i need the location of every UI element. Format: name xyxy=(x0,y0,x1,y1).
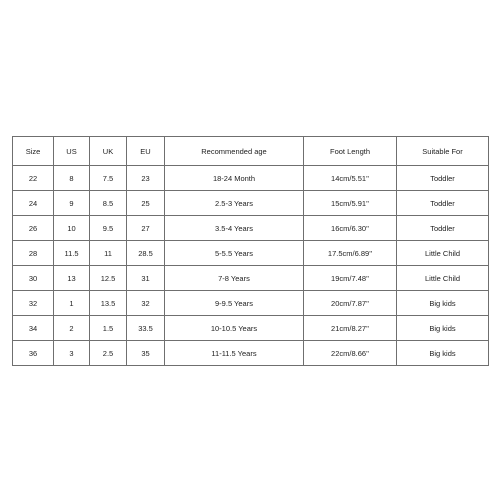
cell-uk: 2.5 xyxy=(90,341,127,366)
cell-recommended-age: 10-10.5 Years xyxy=(165,316,304,341)
cell-recommended-age: 5-5.5 Years xyxy=(165,241,304,266)
cell-eu: 35 xyxy=(127,341,165,366)
cell-uk: 13.5 xyxy=(90,291,127,316)
cell-recommended-age: 7-8 Years xyxy=(165,266,304,291)
table-row xyxy=(13,316,489,341)
cell-us: 11.5 xyxy=(54,241,90,266)
cell-recommended-age: 18-24 Month xyxy=(165,166,304,191)
cell-uk: 7.5 xyxy=(90,166,127,191)
header-recommended-age: Recommended age xyxy=(165,137,304,166)
cell-eu: 28.5 xyxy=(127,241,165,266)
cell-suitable-for: Toddler xyxy=(397,191,489,216)
header-eu: EU xyxy=(127,137,165,166)
cell-foot-length: 22cm/8.66'' xyxy=(304,341,397,366)
cell-foot-length: 15cm/5.91'' xyxy=(304,191,397,216)
cell-foot-length: 14cm/5.51'' xyxy=(304,166,397,191)
cell-size: 34 xyxy=(13,316,54,341)
cell-suitable-for: Big kids xyxy=(397,341,489,366)
cell-uk: 1.5 xyxy=(90,316,127,341)
cell-foot-length: 20cm/7.87'' xyxy=(304,291,397,316)
cell-us: 10 xyxy=(54,216,90,241)
table-row xyxy=(13,191,489,216)
header-suitable-for: Suitable For xyxy=(397,137,489,166)
cell-recommended-age: 11-11.5 Years xyxy=(165,341,304,366)
cell-eu: 32 xyxy=(127,291,165,316)
table-row xyxy=(13,341,489,366)
header-uk: UK xyxy=(90,137,127,166)
cell-eu: 33.5 xyxy=(127,316,165,341)
cell-uk: 9.5 xyxy=(90,216,127,241)
cell-foot-length: 19cm/7.48'' xyxy=(304,266,397,291)
cell-size: 22 xyxy=(13,166,54,191)
header-size: Size xyxy=(13,137,54,166)
cell-foot-length: 17.5cm/6.89'' xyxy=(304,241,397,266)
table-row xyxy=(13,291,489,316)
table-row xyxy=(13,166,489,191)
table-row xyxy=(13,216,489,241)
cell-suitable-for: Big kids xyxy=(397,291,489,316)
header-us: US xyxy=(54,137,90,166)
cell-suitable-for: Toddler xyxy=(397,166,489,191)
cell-suitable-for: Little Child xyxy=(397,241,489,266)
cell-us: 13 xyxy=(54,266,90,291)
cell-suitable-for: Big kids xyxy=(397,316,489,341)
cell-uk: 8.5 xyxy=(90,191,127,216)
header-foot-length: Foot Length xyxy=(304,137,397,166)
cell-us: 8 xyxy=(54,166,90,191)
cell-uk: 11 xyxy=(90,241,127,266)
size-chart-table xyxy=(12,136,489,366)
cell-foot-length: 16cm/6.30'' xyxy=(304,216,397,241)
cell-recommended-age: 3.5-4 Years xyxy=(165,216,304,241)
cell-us: 1 xyxy=(54,291,90,316)
cell-eu: 27 xyxy=(127,216,165,241)
cell-uk: 12.5 xyxy=(90,266,127,291)
cell-size: 28 xyxy=(13,241,54,266)
cell-recommended-age: 2.5-3 Years xyxy=(165,191,304,216)
cell-suitable-for: Toddler xyxy=(397,216,489,241)
cell-recommended-age: 9-9.5 Years xyxy=(165,291,304,316)
cell-us: 2 xyxy=(54,316,90,341)
cell-size: 32 xyxy=(13,291,54,316)
cell-eu: 31 xyxy=(127,266,165,291)
cell-suitable-for: Little Child xyxy=(397,266,489,291)
cell-eu: 23 xyxy=(127,166,165,191)
cell-size: 36 xyxy=(13,341,54,366)
table-header-row xyxy=(13,137,489,166)
cell-us: 3 xyxy=(54,341,90,366)
table-row xyxy=(13,241,489,266)
cell-size: 24 xyxy=(13,191,54,216)
cell-us: 9 xyxy=(54,191,90,216)
cell-size: 26 xyxy=(13,216,54,241)
cell-foot-length: 21cm/8.27'' xyxy=(304,316,397,341)
cell-eu: 25 xyxy=(127,191,165,216)
table-row xyxy=(13,266,489,291)
cell-size: 30 xyxy=(13,266,54,291)
